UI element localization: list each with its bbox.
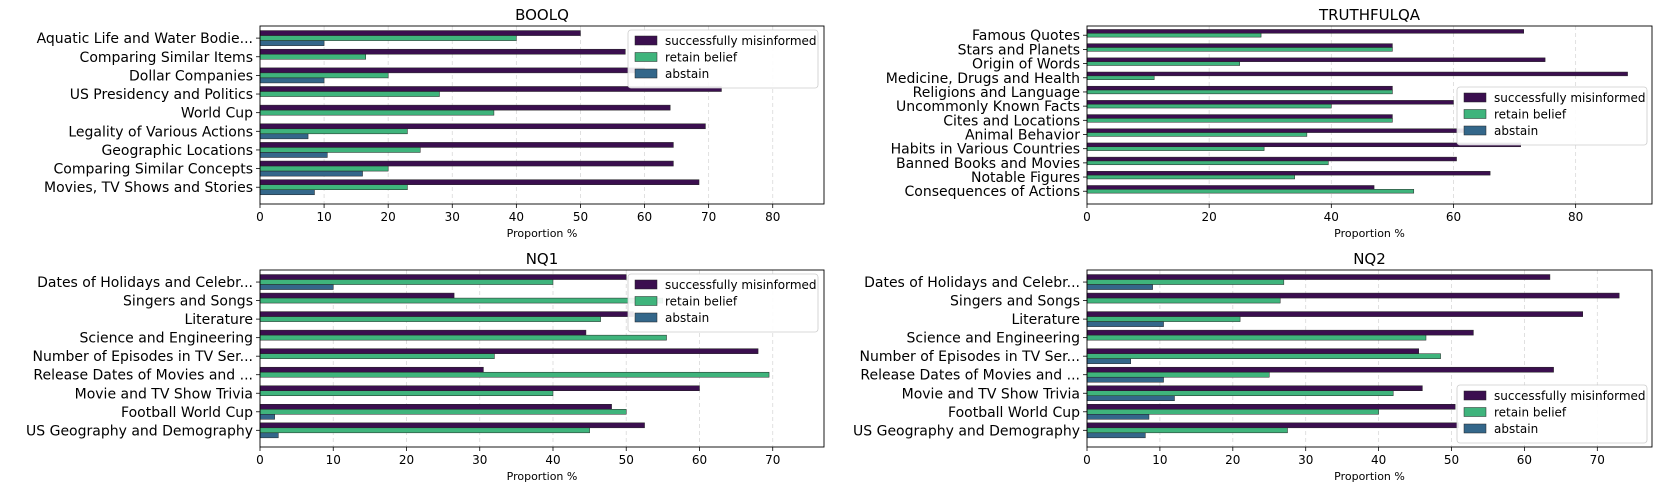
panel-nq2 xyxy=(853,250,1652,483)
y-tick-label: Animal Behavior xyxy=(964,127,1080,144)
legend-label: abstain xyxy=(665,67,710,81)
bar-abstain xyxy=(260,171,363,176)
bar-retain-belief xyxy=(1087,90,1392,94)
y-tick-label: Literature xyxy=(1011,312,1080,329)
bar-successfully-misinformed xyxy=(1087,157,1457,161)
panel-title: NQ2 xyxy=(1353,250,1386,268)
x-tick-label: 80 xyxy=(765,210,781,224)
legend-label: successfully misinformed xyxy=(665,278,817,292)
y-tick-label: Legality of Various Actions xyxy=(68,124,253,141)
bar-retain-belief xyxy=(1087,280,1284,285)
y-tick-label: Cites and Locations xyxy=(943,113,1080,130)
bar-abstain xyxy=(1087,396,1174,401)
bar-successfully-misinformed xyxy=(1087,349,1419,354)
x-tick-label: 70 xyxy=(1589,453,1605,467)
legend-swatch xyxy=(635,297,657,306)
y-tick-label: Comparing Similar Concepts xyxy=(53,161,253,178)
bar-abstain xyxy=(260,285,333,290)
legend-label: retain belief xyxy=(1494,405,1567,420)
bar-retain-belief xyxy=(1087,104,1331,108)
legend-swatch xyxy=(635,69,657,78)
y-tick-label: Football World Cup xyxy=(948,404,1080,421)
y-tick-label: Number of Episodes in TV Ser... xyxy=(32,349,253,366)
x-tick-label: 70 xyxy=(765,453,781,467)
bar-successfully-misinformed xyxy=(1087,404,1455,409)
legend-label: abstain xyxy=(1494,422,1539,436)
bar-successfully-misinformed xyxy=(1087,171,1490,175)
y-tick-label: Release Dates of Movies and ... xyxy=(860,367,1080,384)
x-tick-label: 0 xyxy=(256,453,264,467)
panel-nq1 xyxy=(26,250,824,483)
bar-successfully-misinformed xyxy=(260,49,625,54)
bar-successfully-misinformed xyxy=(1087,58,1545,62)
legend-swatch xyxy=(1464,408,1486,417)
bar-successfully-misinformed xyxy=(1087,367,1554,372)
y-tick-label: US Geography and Demography xyxy=(853,423,1080,440)
y-tick-label: Uncommonly Known Facts xyxy=(896,99,1080,116)
y-tick-label: Habits in Various Countries xyxy=(890,141,1080,158)
legend xyxy=(628,30,818,88)
y-tick-label: Football World Cup xyxy=(121,404,253,421)
bar-retain-belief xyxy=(1087,47,1392,51)
bar-successfully-misinformed xyxy=(1087,330,1473,335)
bar-retain-belief xyxy=(1087,147,1264,151)
bar-abstain xyxy=(260,134,308,139)
x-tick-label: 50 xyxy=(1443,453,1460,467)
bar-successfully-misinformed xyxy=(1087,115,1392,119)
bar-retain-belief xyxy=(1087,76,1154,80)
x-axis-label: Proportion % xyxy=(506,227,578,240)
bar-abstain xyxy=(1087,377,1164,382)
bar-successfully-misinformed xyxy=(1087,185,1374,189)
bar-retain-belief xyxy=(1087,335,1426,340)
legend-swatch xyxy=(635,280,657,289)
bar-retain-belief xyxy=(260,298,663,303)
bar-retain-belief xyxy=(260,185,407,190)
x-axis-label: Proportion % xyxy=(506,470,578,483)
legend xyxy=(1457,87,1647,145)
x-tick-label: 10 xyxy=(325,453,341,467)
y-tick-label: Medicine, Drugs and Health xyxy=(885,70,1080,87)
bar-retain-belief xyxy=(1087,133,1307,137)
x-tick-label: 0 xyxy=(1083,453,1091,467)
bar-successfully-misinformed xyxy=(1087,44,1392,48)
bar-abstain xyxy=(260,414,275,419)
bar-retain-belief xyxy=(260,372,769,377)
x-tick-label: 60 xyxy=(691,453,708,467)
x-tick-label: 20 xyxy=(1201,210,1217,224)
bar-successfully-misinformed xyxy=(260,275,626,280)
legend-swatch xyxy=(635,313,657,322)
y-tick-label: Singers and Songs xyxy=(123,293,253,310)
y-tick-label: Dates of Holidays and Celebr... xyxy=(864,275,1080,292)
bar-abstain xyxy=(1087,322,1164,327)
bar-successfully-misinformed xyxy=(260,330,586,335)
bar-abstain xyxy=(260,433,278,438)
x-tick-label: 30 xyxy=(472,453,488,467)
bar-retain-belief xyxy=(1087,372,1269,377)
legend-swatch xyxy=(1464,110,1486,119)
legend-label: retain belief xyxy=(1494,107,1567,122)
panel-boolq xyxy=(37,6,824,240)
x-tick-label: 20 xyxy=(1225,453,1241,467)
y-tick-label: Dollar Companies xyxy=(128,68,253,85)
y-tick-label: US Geography and Demography xyxy=(26,423,253,440)
bar-retain-belief xyxy=(260,391,553,396)
legend-swatch xyxy=(1464,424,1486,433)
bar-retain-belief xyxy=(1087,409,1379,414)
bar-retain-belief xyxy=(260,73,388,78)
bar-successfully-misinformed xyxy=(1087,275,1550,280)
bar-successfully-misinformed xyxy=(1087,143,1521,147)
x-tick-label: 40 xyxy=(1323,210,1339,224)
legend xyxy=(628,274,818,332)
bar-abstain xyxy=(260,152,327,157)
bar-successfully-misinformed xyxy=(260,404,612,409)
bar-retain-belief xyxy=(260,147,420,152)
y-tick-label: Release Dates of Movies and ... xyxy=(33,367,253,384)
y-tick-label: Movies, TV Shows and Stories xyxy=(43,180,253,197)
x-tick-label: 10 xyxy=(1152,453,1168,467)
bar-successfully-misinformed xyxy=(260,312,634,317)
bar-successfully-misinformed xyxy=(260,293,454,298)
y-tick-label: Movie and TV Show Trivia xyxy=(901,386,1080,403)
bar-retain-belief xyxy=(1087,317,1240,322)
bar-successfully-misinformed xyxy=(260,349,758,354)
bar-retain-belief xyxy=(260,36,516,41)
y-tick-label: Consequences of Actions xyxy=(904,184,1080,201)
bar-successfully-misinformed xyxy=(260,367,483,372)
legend-label: abstain xyxy=(1494,124,1539,138)
x-tick-label: 20 xyxy=(380,210,396,224)
bar-retain-belief xyxy=(1087,161,1328,165)
x-tick-label: 60 xyxy=(1516,453,1533,467)
bar-retain-belief xyxy=(1087,118,1392,122)
x-tick-label: 30 xyxy=(1298,453,1314,467)
panel-title: NQ1 xyxy=(525,250,559,268)
y-tick-label: Science and Engineering xyxy=(79,330,253,347)
legend-swatch xyxy=(1464,93,1486,102)
bar-successfully-misinformed xyxy=(1087,100,1453,104)
legend-swatch xyxy=(635,36,657,45)
bar-retain-belief xyxy=(260,129,407,134)
bar-retain-belief xyxy=(260,317,601,322)
bar-successfully-misinformed xyxy=(1087,72,1628,76)
y-tick-label: Number of Episodes in TV Ser... xyxy=(859,349,1080,366)
bar-successfully-misinformed xyxy=(260,161,673,166)
y-tick-label: Notable Figures xyxy=(971,170,1080,187)
bar-successfully-misinformed xyxy=(260,423,645,428)
bar-retain-belief xyxy=(260,354,494,359)
x-tick-label: 50 xyxy=(618,453,634,467)
bar-successfully-misinformed xyxy=(1087,312,1583,317)
legend-label: successfully misinformed xyxy=(1494,91,1646,105)
bar-retain-belief xyxy=(260,280,553,285)
bar-successfully-misinformed xyxy=(1087,86,1392,90)
legend-label: retain belief xyxy=(665,294,738,309)
bar-abstain xyxy=(260,41,324,46)
bar-retain-belief xyxy=(1087,175,1295,179)
bar-abstain xyxy=(1087,414,1149,419)
legend-label: abstain xyxy=(665,311,710,325)
legend-label: successfully misinformed xyxy=(1494,389,1646,403)
y-tick-label: Origin of Words xyxy=(972,56,1080,73)
legend-label: successfully misinformed xyxy=(665,34,817,48)
bar-retain-belief xyxy=(1087,189,1414,193)
x-axis-label: Proportion % xyxy=(1334,470,1405,483)
x-tick-label: 10 xyxy=(316,210,332,224)
x-tick-label: 40 xyxy=(508,210,525,224)
x-tick-label: 20 xyxy=(398,453,415,467)
bar-retain-belief xyxy=(260,92,439,97)
y-tick-label: Movie and TV Show Trivia xyxy=(74,386,253,403)
legend-swatch xyxy=(1464,391,1486,400)
x-tick-label: 30 xyxy=(444,210,460,224)
bar-retain-belief xyxy=(260,166,388,171)
y-tick-label: Famous Quotes xyxy=(971,28,1080,45)
x-tick-label: 60 xyxy=(1445,210,1462,224)
x-tick-label: 40 xyxy=(545,453,561,467)
x-tick-label: 60 xyxy=(636,210,653,224)
x-tick-label: 70 xyxy=(700,210,717,224)
y-tick-label: Religions and Language xyxy=(912,84,1080,101)
bar-successfully-misinformed xyxy=(1087,423,1459,428)
x-tick-label: 50 xyxy=(572,210,589,224)
bar-retain-belief xyxy=(1087,62,1240,66)
bar-successfully-misinformed xyxy=(1087,386,1422,391)
bar-successfully-misinformed xyxy=(260,68,645,73)
x-tick-label: 40 xyxy=(1370,453,1387,467)
x-tick-label: 80 xyxy=(1568,210,1584,224)
panel-title: TRUTHFULQA xyxy=(1318,6,1421,24)
y-tick-label: Singers and Songs xyxy=(950,293,1080,310)
bar-abstain xyxy=(1087,433,1145,438)
bar-retain-belief xyxy=(1087,391,1393,396)
bar-successfully-misinformed xyxy=(260,142,673,147)
legend-swatch xyxy=(635,53,657,62)
y-tick-label: Geographic Locations xyxy=(101,142,253,159)
x-tick-label: 0 xyxy=(256,210,264,224)
bar-successfully-misinformed xyxy=(1087,129,1478,133)
y-tick-label: Comparing Similar Items xyxy=(79,49,253,66)
bar-retain-belief xyxy=(1087,354,1441,359)
legend-swatch xyxy=(1464,126,1486,135)
bar-retain-belief xyxy=(260,428,590,433)
bar-retain-belief xyxy=(260,335,667,340)
y-tick-label: Literature xyxy=(184,312,253,329)
panel-title: BOOLQ xyxy=(515,6,569,24)
bar-retain-belief xyxy=(260,409,626,414)
bar-successfully-misinformed xyxy=(260,386,699,391)
bar-retain-belief xyxy=(1087,33,1261,37)
y-tick-label: Banned Books and Movies xyxy=(896,155,1080,172)
y-tick-label: Stars and Planets xyxy=(957,42,1080,59)
bar-successfully-misinformed xyxy=(1087,293,1619,298)
bar-successfully-misinformed xyxy=(260,31,580,36)
bar-successfully-misinformed xyxy=(260,124,705,129)
panel-truthfulqa xyxy=(886,6,1652,240)
x-axis-label: Proportion % xyxy=(1334,227,1405,240)
bar-retain-belief xyxy=(1087,428,1287,433)
legend-label: retain belief xyxy=(665,50,738,65)
bar-retain-belief xyxy=(260,110,494,115)
y-tick-label: Aquatic Life and Water Bodie... xyxy=(36,31,253,48)
bar-abstain xyxy=(260,190,314,195)
bar-abstain xyxy=(1087,359,1131,364)
bar-retain-belief xyxy=(260,54,366,59)
bar-abstain xyxy=(260,78,324,83)
bar-retain-belief xyxy=(1087,298,1280,303)
y-tick-label: World Cup xyxy=(180,105,253,122)
bar-successfully-misinformed xyxy=(260,105,670,110)
y-tick-label: US Presidency and Politics xyxy=(69,87,253,104)
legend xyxy=(1457,385,1647,443)
bar-successfully-misinformed xyxy=(1087,29,1524,33)
bar-abstain xyxy=(1087,285,1153,290)
x-tick-label: 0 xyxy=(1083,210,1091,224)
bar-successfully-misinformed xyxy=(260,180,699,185)
y-tick-label: Science and Engineering xyxy=(906,330,1080,347)
y-tick-label: Dates of Holidays and Celebr... xyxy=(37,275,253,292)
